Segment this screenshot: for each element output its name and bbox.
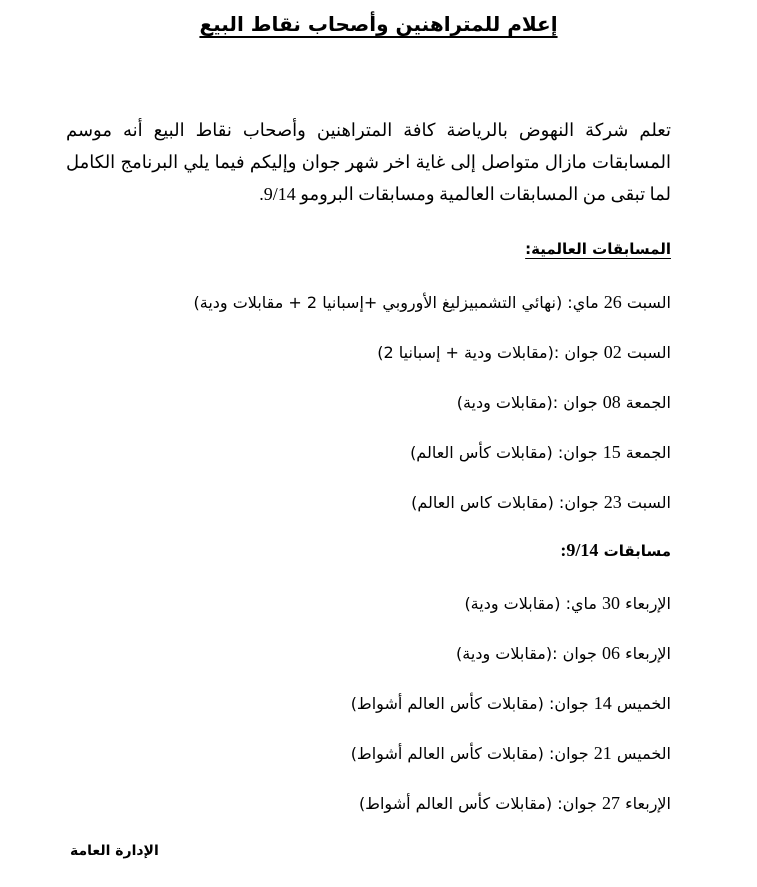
event-item xyxy=(66,342,671,392)
event-date-number: 27 xyxy=(602,793,621,813)
event-day: الإربعاء xyxy=(625,794,671,813)
promo-events-list xyxy=(66,593,671,843)
event-details: جوان: (مقابلات كأس العالم أشواط) xyxy=(358,794,597,813)
event-details: جوان: (مقابلات كاس العالم) xyxy=(411,493,599,512)
event-day: السبت xyxy=(626,343,671,362)
event-details: ماي: (نهائي التشمبيزليغ الأوروبي +إسبانيا 2 + مقابلات ودية) xyxy=(193,293,599,312)
event-details: جوان: (مقابلات كأس العالم أشواط) xyxy=(350,744,589,763)
event-date-number: 21 xyxy=(593,743,612,763)
event-item xyxy=(66,643,671,693)
event-details: جوان: (مقابلات كأس العالم أشواط) xyxy=(350,694,589,713)
event-date-number: 02 xyxy=(603,342,622,362)
event-details: جوان :(مقابلات ودية) xyxy=(456,644,597,663)
event-day: السبت xyxy=(626,293,671,312)
event-date-number: 15 xyxy=(602,442,621,462)
event-day: الإربعاء xyxy=(625,644,671,663)
event-date-number: 30 xyxy=(602,593,621,613)
promo-heading-word: مسابقات xyxy=(603,542,671,560)
intro-paragraph: تعلم شركة النهوض بالرياضة كافة المتراهنين وأصحاب نقاط البيع أنه موسم المسابقات مازال متواصل إلى غاية اخر شهر جوان وإليكم فيما يلي البرنامج الكامل لما تبقى من المسابقات العالمية ومسابقات البرومو 9/14. xyxy=(66,120,671,204)
event-item xyxy=(66,292,671,342)
event-day: الخميس xyxy=(616,744,671,763)
document-title: إعلام للمتراهنين وأصحاب نقاط البيع xyxy=(199,12,558,36)
event-item xyxy=(66,743,671,793)
event-item xyxy=(66,442,671,492)
event-details: جوان :(مقابلات ودية + إسبانيا 2) xyxy=(377,343,599,362)
world-events-list xyxy=(66,292,671,542)
event-item xyxy=(66,793,671,843)
event-date-number: 26 xyxy=(603,292,622,312)
event-day: الجمعة xyxy=(625,393,671,412)
event-day: الخميس xyxy=(616,694,671,713)
promo-competitions-heading xyxy=(560,540,671,561)
event-date-number: 06 xyxy=(602,643,621,663)
event-details: جوان :(مقابلات ودية) xyxy=(456,393,598,412)
event-date-number: 14 xyxy=(593,693,612,713)
signature-general-management: الإدارة العامة xyxy=(70,843,159,859)
event-day: الجمعة xyxy=(625,443,671,462)
event-item xyxy=(66,492,671,542)
event-day: السبت xyxy=(626,493,671,512)
event-date-number: 08 xyxy=(602,392,621,412)
event-item xyxy=(66,693,671,743)
event-item xyxy=(66,593,671,643)
event-item xyxy=(66,392,671,442)
event-details: ماي: (مقابلات ودية) xyxy=(464,594,597,613)
promo-heading-number: 9/14: xyxy=(560,540,599,560)
event-day: الإربعاء xyxy=(625,594,671,613)
event-date-number: 23 xyxy=(603,492,622,512)
event-details: جوان: (مقابلات كأس العالم) xyxy=(410,443,598,462)
world-competitions-heading: المسابقات العالمية: xyxy=(525,240,671,258)
